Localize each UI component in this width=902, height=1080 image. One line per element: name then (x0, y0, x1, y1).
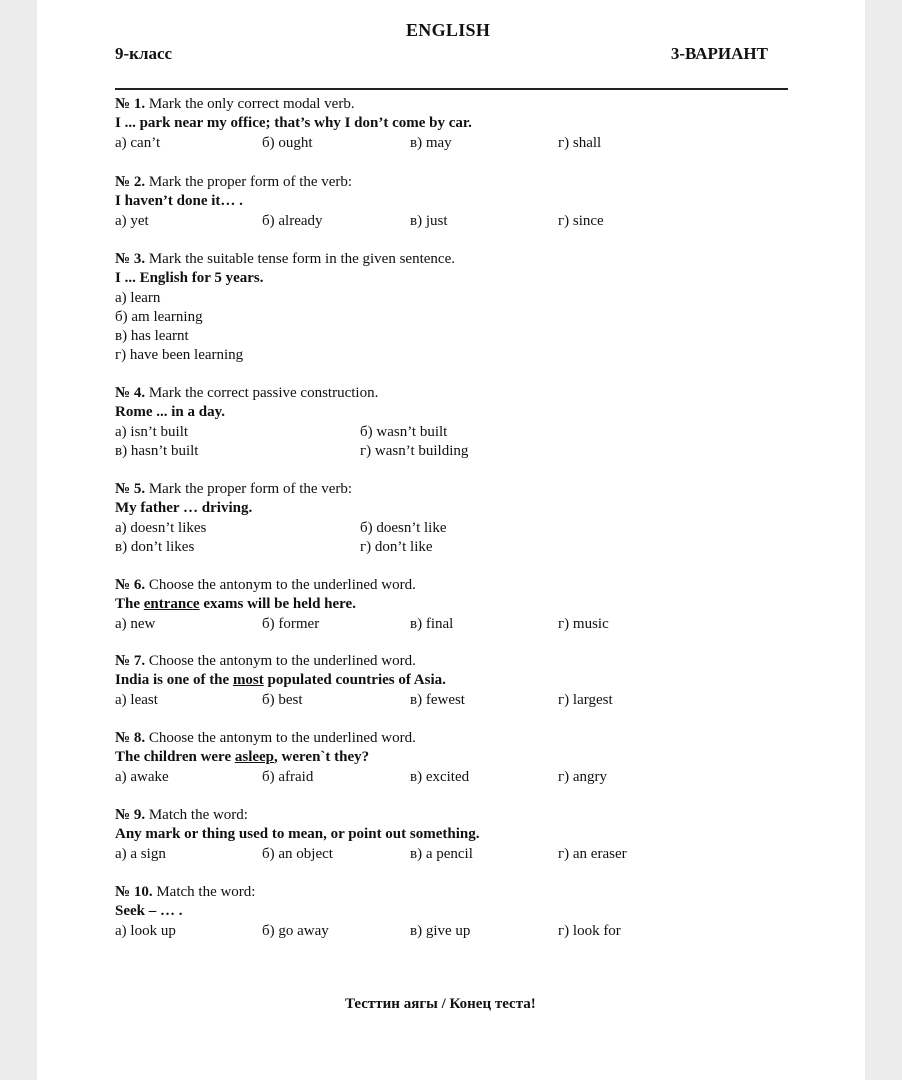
question-instruction: Mark the correct passive construction. (148, 385, 379, 401)
option-d[interactable]: г) largest (558, 691, 613, 708)
option-b[interactable]: б) already (262, 212, 323, 229)
option-b[interactable]: б) an object (262, 845, 333, 862)
question-number: № 1. (115, 96, 146, 112)
question-instruction: Choose the antonym to the underlined word. (148, 577, 416, 593)
option-d[interactable]: г) don’t like (360, 538, 433, 555)
option-c[interactable]: в) hasn’t built (115, 442, 199, 459)
question-instruction: Choose the antonym to the underlined word. (148, 653, 416, 669)
question-instruction: Match the word: (148, 807, 248, 823)
question-6 (115, 576, 815, 634)
grade-label: 9-класс (115, 44, 173, 63)
question-3 (115, 250, 815, 366)
option-b[interactable]: б) go away (262, 922, 329, 939)
question-number: № 6. (115, 577, 146, 593)
question-1 (115, 95, 815, 153)
option-d[interactable]: г) wasn’t building (360, 442, 469, 459)
option-d[interactable]: г) since (558, 212, 604, 229)
question-number: № 8. (115, 730, 146, 746)
option-c[interactable]: в) give up (410, 922, 471, 939)
option-b[interactable]: б) ought (262, 134, 313, 151)
option-c[interactable]: в) may (410, 134, 452, 151)
option-c[interactable]: в) fewest (410, 691, 465, 708)
option-c[interactable]: в) has learnt (115, 328, 189, 345)
question-stem: My father … driving. (115, 500, 253, 517)
option-d[interactable]: г) look for (558, 922, 621, 939)
question-stem: The children were asleep, weren`t they? (115, 749, 370, 766)
option-c[interactable]: в) don’t likes (115, 538, 195, 555)
option-a[interactable]: а) isn’t built (115, 423, 189, 440)
option-c[interactable]: в) excited (410, 768, 470, 785)
option-a[interactable]: а) look up (115, 922, 176, 939)
question-9 (115, 806, 815, 864)
option-a[interactable]: а) learn (115, 289, 161, 306)
question-number: № 2. (115, 174, 146, 190)
question-number: № 4. (115, 385, 146, 401)
question-number: № 5. (115, 481, 146, 497)
option-b[interactable]: б) wasn’t built (360, 423, 448, 440)
option-d[interactable]: г) have been learning (115, 347, 244, 364)
underlined-word: asleep (234, 749, 275, 766)
question-stem: I ... English for 5 years. (115, 270, 264, 287)
variant-label: 3-ВАРИАНТ (670, 44, 768, 63)
option-c[interactable]: в) a pencil (410, 845, 473, 862)
option-a[interactable]: а) a sign (115, 845, 166, 862)
underlined-word: entrance (143, 596, 200, 613)
underlined-word: most (232, 672, 264, 689)
test-page (37, 0, 865, 1080)
option-a[interactable]: а) can’t (115, 134, 161, 151)
option-d[interactable]: г) shall (558, 134, 602, 151)
option-d[interactable]: г) angry (558, 768, 608, 785)
question-stem: I ... park near my office; that’s why I don’t come by car. (115, 115, 472, 132)
question-stem: I haven’t done it… . (115, 193, 243, 210)
question-instruction: Mark the only correct modal verb. (148, 96, 355, 112)
option-b[interactable]: б) doesn’t like (360, 519, 447, 536)
question-8 (115, 729, 815, 787)
question-number: № 10. (115, 884, 153, 900)
option-a[interactable]: а) least (115, 691, 158, 708)
question-instruction: Choose the antonym to the underlined word. (148, 730, 416, 746)
question-instruction: Mark the suitable tense form in the given sentence. (148, 251, 455, 267)
question-7 (115, 652, 815, 710)
header-divider (115, 88, 788, 90)
option-a[interactable]: а) awake (115, 768, 169, 785)
option-c[interactable]: в) final (410, 615, 454, 632)
question-stem: Rome ... in a day. (115, 404, 226, 421)
subject-title: ENGLISH (406, 20, 491, 40)
question-number: № 3. (115, 251, 146, 267)
question-4 (115, 384, 815, 461)
option-b[interactable]: б) best (262, 691, 303, 708)
option-a[interactable]: а) yet (115, 212, 149, 229)
question-number: № 7. (115, 653, 146, 669)
question-10 (115, 883, 815, 941)
question-stem: Seek – … . (115, 903, 183, 920)
question-5 (115, 480, 815, 557)
option-a[interactable]: а) doesn’t likes (115, 519, 207, 536)
end-of-test-note: Тесттин аягы / Конец теста! (345, 996, 536, 1012)
question-number: № 9. (115, 807, 146, 823)
question-stem: The entrance exams will be held here. (115, 596, 356, 613)
option-d[interactable]: г) an eraser (558, 845, 627, 862)
option-c[interactable]: в) just (410, 212, 448, 229)
question-instruction: Mark the proper form of the verb: (148, 174, 353, 190)
question-stem: Any mark or thing used to mean, or point out something. (115, 826, 480, 843)
option-b[interactable]: б) former (262, 615, 320, 632)
option-d[interactable]: г) music (558, 615, 609, 632)
question-instruction: Match the word: (156, 884, 256, 900)
option-b[interactable]: б) afraid (262, 768, 314, 785)
option-a[interactable]: а) new (115, 615, 156, 632)
question-2 (115, 173, 815, 231)
question-stem: India is one of the most populated countries of Asia. (115, 672, 446, 689)
option-b[interactable]: б) am learning (115, 308, 203, 325)
question-instruction: Mark the proper form of the verb: (148, 481, 353, 497)
